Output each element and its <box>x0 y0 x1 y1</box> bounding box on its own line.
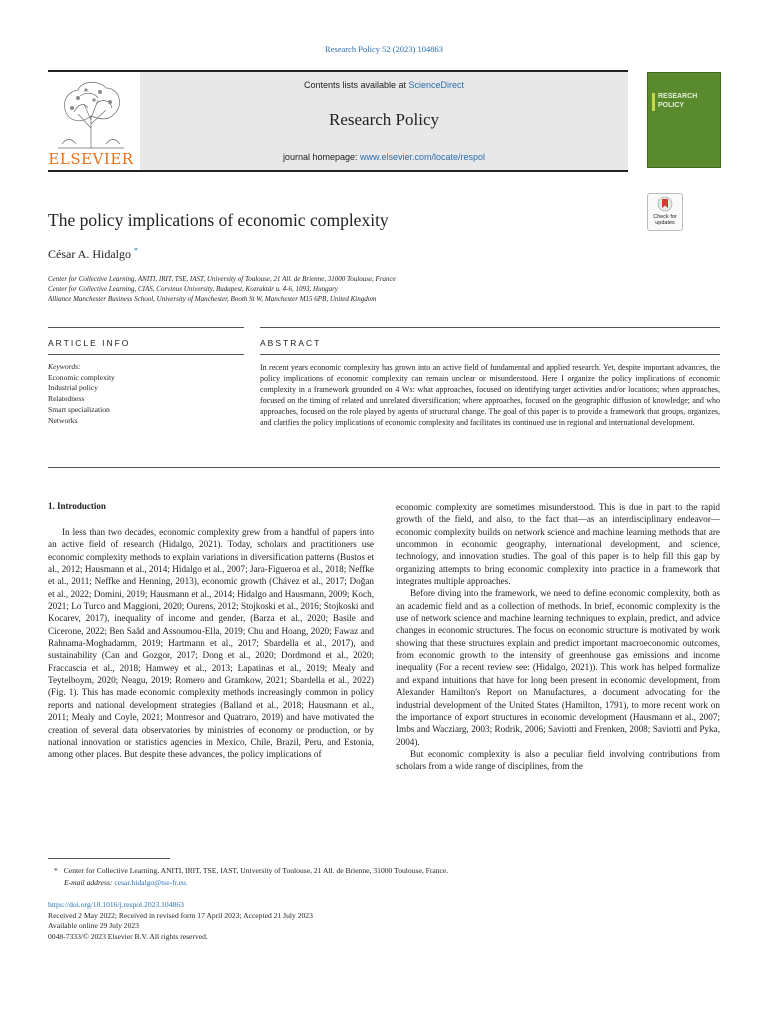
cover-title-2: POLICY <box>658 102 685 109</box>
received-dates: Received 2 May 2022; Received in revised form 17 April 2023; Accepted 21 July 2023 <box>48 910 313 920</box>
affiliation: Center for Collective Learning, ANITI, IRIT, TSE, IAST, University of Toulouse, 21 All. de Brienne, 31000 Toulouse, France <box>48 275 396 283</box>
author-name[interactable]: César A. Hidalgo <box>48 247 131 261</box>
article-title: The policy implications of economic complexity <box>48 210 389 230</box>
divider <box>48 467 720 468</box>
footnote <box>48 865 720 889</box>
sciencedirect-link[interactable]: ScienceDirect <box>408 80 465 90</box>
check-updates-label: Check for updates <box>653 214 677 226</box>
footnote-mark: * <box>54 866 58 875</box>
abstract-text: In recent years economic complexity has grown into an active field of fundamental and applied research. Yet, despite important advances, the policy implications of economic complexity can remain unclear or misunderstood. Here I organize the policy implications of economic complexity in a framework grounded on 4 Ws: what approaches, focused on identifying target activities and/or locations; when approaches, focused on the timing of related and unrelated diversification; where approaches, focused on the geographic diffusion of knowledge; and who approaches, focused on the role played by agents of structural change. The goal of this paper is to provide a framework that groups, organizes, and clarifies the policy implications of economic complexity and facilitates its continued use in regional and international development. <box>260 363 720 428</box>
footnote-rule <box>48 858 170 859</box>
body-text-right <box>396 501 720 773</box>
keywords-label: Keywords: <box>48 362 81 371</box>
keyword: Networks <box>48 415 78 425</box>
homepage-line <box>140 152 628 162</box>
section-heading: 1. Introduction <box>48 501 106 511</box>
elsevier-wordmark: ELSEVIER <box>48 150 134 168</box>
footnote-text: Center for Collective Learning, ANITI, IRIT, TSE, IAST, University of Toulouse, 21 All. de Brienne, 31000 Toulouse, France. <box>63 866 449 875</box>
divider <box>260 354 720 355</box>
divider <box>48 327 244 328</box>
journal-header <box>48 70 628 172</box>
elsevier-logo[interactable] <box>48 78 134 166</box>
divider <box>260 327 720 328</box>
cover-title-1: RESEARCH <box>658 93 698 100</box>
contents-prefix: Contents lists available at <box>303 80 409 90</box>
keyword: Smart specialization <box>48 404 110 414</box>
homepage-prefix: journal homepage: <box>282 152 360 162</box>
divider <box>48 354 244 355</box>
check-for-updates-button[interactable] <box>647 193 683 231</box>
available-online: Available online 29 July 2023 <box>48 921 139 931</box>
keyword: Relatedness <box>48 394 85 404</box>
article-info-heading: ARTICLE INFO <box>48 338 131 348</box>
bookmark-icon <box>657 196 673 212</box>
homepage-link[interactable]: www.elsevier.com/locate/respol <box>360 152 486 162</box>
email-line <box>64 877 720 889</box>
journal-banner <box>140 72 628 170</box>
affiliation: Center for Collective Learning, CIAS, Corvinus University, Budapest, Kozraktár u. 4-6, 1093, Hungary <box>48 285 338 293</box>
keyword: Economic complexity <box>48 372 115 382</box>
cover-accent-bar <box>652 93 655 111</box>
copyright: 0048-7333/© 2023 Elsevier B.V. All rights reserved. <box>48 931 208 941</box>
paragraph: But economic complexity is also a peculiar field involving contributions from scholars from a wide range of disciplines, from the <box>396 748 720 772</box>
journal-citation[interactable] <box>0 44 768 54</box>
email-label: E-mail address: <box>64 878 115 887</box>
journal-title: Research Policy <box>329 110 439 129</box>
abstract-heading: ABSTRACT <box>260 338 322 348</box>
body-text-left: In less than two decades, economic complexity grew from a handful of papers into an active field of research (Hidalgo, 2021). Today, scholars and practitioners use economic complexity methods to explain variations in diversification patterns (Bustos et al., 2012; Hausmann et al., 2014; Hidalgo et al., 2007; Jara-Figueroa et al., 2018; Neffke et al., 2011; Neffke and Henning, 2013), economic growth (Chávez et al., 2017; Doğan et al., 2022; Domini, 2019; Hausmann et al., 2014; Hidalgo and Hausmann, 2009; Koch, 2021; Lo Turco and Maggioni, 2020; Ourens, 2012; Stojkoski et al., 2016; Stojkoski and Kocarev, 2017), inequality of income and gender, (Barza et al., 2020; Basile and Cicerone, 2022; Ben Saâd and Assoumou-Ella, 2019; Chu and Hoang, 2020; Fawaz and Rahnama-Moghadamm, 2019; Hartmann et al., 2017; Sbardella et al., 2017), and sustainability (Can and Gozgor, 2017; Dong et al., 2020; Dordmond et al., 2020; Fraccascia et al., 2018; Hamwey et al., 2013; Lapatinas et al., 2019; Mealy and Teytelboym, 2020; Neagu, 2019; Romero and Gramkow, 2021; Sbardella et al., 2022) (Fig. 1). This has made economic complexity methods increasingly common in policy reports and national development strategies (Balland et al., 2018; Hausmann et al., 2011; Mealy and Coyle, 2021; Montresor and Quatraro, 2019) and have motivated the creation of several data observatories by ministries of economy or production, or by national innovation or statistics agencies in Mexico, Chile, Brazil, Peru, and Estonia, among other places. But despite these advances, the policy implications of <box>48 527 374 760</box>
affiliation: Alliance Manchester Business School, University of Manchester, Booth St W, Manchester M15 6PB, United Kingdom <box>48 295 377 303</box>
email-link[interactable]: cesar.hidalgo@tse-fr.eu. <box>114 878 188 887</box>
contents-line <box>140 80 628 90</box>
citation-link[interactable]: Research Policy 52 (2023) 104863 <box>324 44 444 54</box>
keyword: Industrial policy <box>48 383 98 393</box>
footnote-line <box>48 865 720 877</box>
doi-link[interactable]: https://doi.org/10.1016/j.respol.2023.104863 <box>48 900 184 909</box>
author-line <box>48 246 138 262</box>
elsevier-tree-icon <box>48 78 134 150</box>
publication-info <box>48 900 313 942</box>
affiliations <box>48 274 668 304</box>
keywords-block <box>48 362 115 426</box>
paragraph: economic complexity are sometimes misunderstood. This is due in part to the rapid growth of the field, and also, to the fact that—as an interdisciplinary endeavor—economic complexity builds on network science and machine learning methods that are uncommon in economic geography, international development, and science, technology, and innovation studies. The goal of this paper is to help fill this gap by organizing attempts to bring economic complexity into practice in a framework that integrates multiple approaches. <box>396 502 720 587</box>
author-footnote-mark[interactable]: * <box>134 246 138 255</box>
journal-cover-thumbnail[interactable] <box>647 72 721 168</box>
paragraph: Before diving into the framework, we need to define economic complexity, both as an academic field and as a collection of methods. In brief, economic complexity is the use of network science and machine learning techniques to explain, predict, and advice changes in economic structures. The focus on economic structure is motivated by work showing that these structures explain and predict important macroeconomic outcomes, from economic growth to the intensity of greenhouse gas emissions and income inequality (For a recent review see: (Hidalgo, 2021)). This work has helped formalize and expand intuitions that have for long been present in economic development, from Alexander Hamilton's Report on Manufactures, a document advocating for the industrial development of the United States (Hamilton, 1791), to more recent work on the importance of export structures in economic development (Hausmann et al., 2007; Imbs and Wacziarg, 2003; Rodrik, 2006; Saviotti and Frenken, 2008; Saviotti and Pyka, 2004). <box>396 588 720 747</box>
